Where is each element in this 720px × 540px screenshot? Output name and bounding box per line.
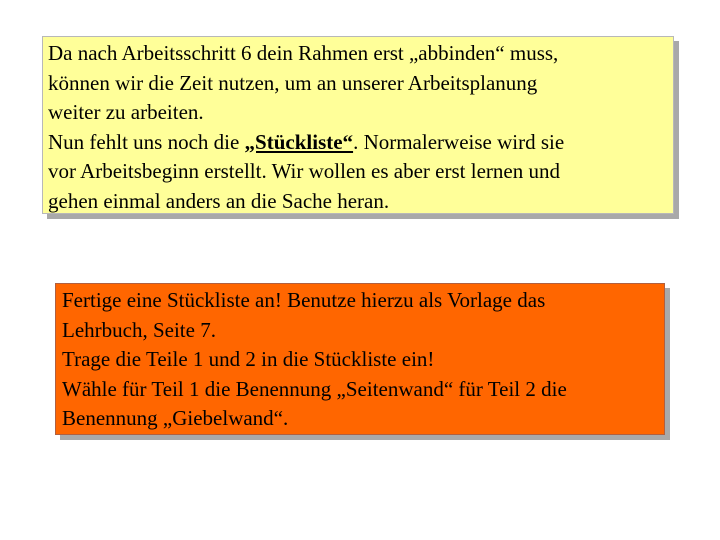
task-line-2: Lehrbuch, Seite 7.	[62, 317, 216, 342]
intro-text-box	[42, 36, 674, 214]
intro-line-3: weiter zu arbeiten.	[48, 100, 204, 124]
intro-line-6: gehen einmal anders an die Sache heran.	[48, 188, 390, 213]
task-text-box	[55, 283, 665, 435]
task-line-4: Wähle für Teil 1 die Benennung „Seitenwand“ für Teil 2 die	[62, 376, 567, 401]
intro-line-5: vor Arbeitsbeginn erstellt. Wir wollen es aber erst lernen und	[48, 159, 560, 183]
intro-line-1: Da nach Arbeitsschritt 6 dein Rahmen erst „abbinden“ muss,	[48, 41, 559, 65]
task-line-5: Benennung „Giebelwand“.	[62, 406, 289, 430]
task-line-3: Trage die Teile 1 und 2 in die Stückliste ein!	[62, 347, 435, 371]
intro-line-2: können wir die Zeit nutzen, um an unserer Arbeitsplanung	[48, 70, 538, 95]
stueckliste-keyword: „Stückliste“	[244, 129, 354, 154]
intro-line-4-end: . Normalerweise wird sie	[353, 129, 565, 154]
intro-line-4-start: Nun fehlt uns noch die	[48, 129, 245, 154]
intro-line-4	[48, 128, 673, 158]
task-line-1: Fertige eine Stückliste an! Benutze hierzu als Vorlage das	[62, 288, 546, 312]
